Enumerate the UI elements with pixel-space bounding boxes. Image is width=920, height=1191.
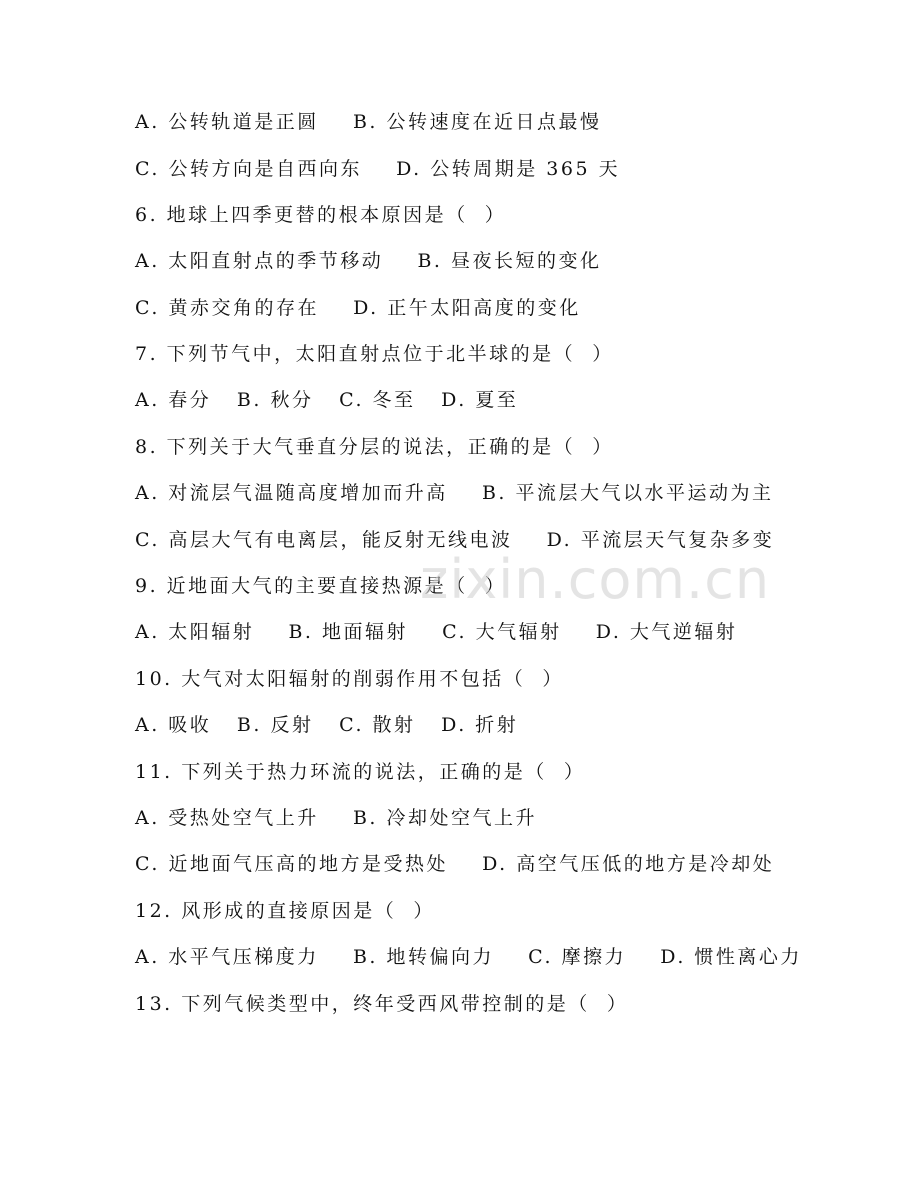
option-line-q9: A. 太阳辐射 B. 地面辐射 C. 大气辐射 D. 大气逆辐射	[135, 621, 738, 643]
option-line-q11-cd: C. 近地面气压高的地方是受热处 D. 高空气压低的地方是冷却处	[135, 853, 775, 875]
option-line-q8-ab: A. 对流层气温随高度增加而升高 B. 平流层大气以水平运动为主	[135, 482, 774, 504]
option-line-q10: A. 吸收 B. 反射 C. 散射 D. 折射	[135, 714, 519, 736]
option-line-q7: A. 春分 B. 秋分 C. 冬至 D. 夏至	[135, 389, 519, 411]
question-11: 11. 下列关于热力环流的说法，正确的是（ ）	[135, 761, 586, 783]
option-line-q6-cd: C. 黄赤交角的存在 D. 正午太阳高度的变化	[135, 297, 581, 319]
question-10: 10. 大气对太阳辐射的削弱作用不包括（ ）	[135, 668, 564, 690]
question-12: 12. 风形成的直接原因是（ ）	[135, 900, 435, 922]
question-7: 7. 下列节气中，太阳直射点位于北半球的是（ ）	[135, 343, 614, 365]
option-line-q8-cd: C. 高层大气有电离层，能反射无线电波 D. 平流层天气复杂多变	[135, 529, 775, 551]
option-line-q5-ab: A. 公转轨道是正圆 B. 公转速度在近日点最慢	[135, 111, 602, 133]
question-9: 9. 近地面大气的主要直接热源是（ ）	[135, 575, 507, 597]
option-line-q12: A. 水平气压梯度力 B. 地转偏向力 C. 摩擦力 D. 惯性离心力	[135, 946, 802, 968]
option-line-q11-ab: A. 受热处空气上升 B. 冷却处空气上升	[135, 807, 538, 829]
option-line-q6-ab: A. 太阳直射点的季节移动 B. 昼夜长短的变化	[135, 250, 602, 272]
question-8: 8. 下列关于大气垂直分层的说法，正确的是（ ）	[135, 436, 614, 458]
question-13: 13. 下列气候类型中，终年受西风带控制的是（ ）	[135, 993, 629, 1015]
option-line-q5-cd: C. 公转方向是自西向东 D. 公转周期是 365 天	[135, 158, 621, 180]
watermark: zixin.com.cn	[420, 548, 771, 611]
question-6: 6. 地球上四季更替的根本原因是（ ）	[135, 204, 507, 226]
